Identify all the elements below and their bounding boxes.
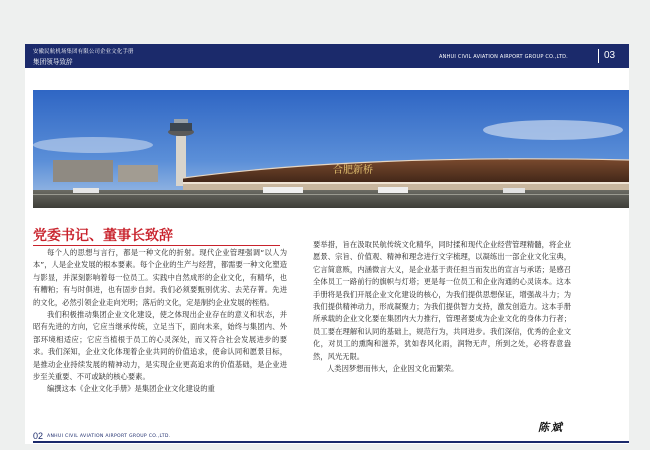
- paragraph: 人类因梦想而伟大，企业因文化而繁荣。: [327, 364, 459, 374]
- header-divider: [598, 49, 599, 63]
- footer-page-number: 02: [33, 431, 44, 441]
- terminal-illustration: [33, 90, 629, 208]
- page-heading: 党委书记、董事长致辞: [33, 228, 173, 244]
- handbook-title: 安徽民航机场集团有限公司企业文化手册: [33, 49, 134, 55]
- document-page: [25, 44, 629, 444]
- left-text-column: [33, 247, 287, 396]
- footer-rule: [33, 441, 629, 443]
- terminal-sign: 合肥新桥: [333, 165, 373, 176]
- paragraph: 编撰这本《企业文化手册》是集团企业文化建设的重: [47, 384, 215, 394]
- airport-terminal-photo: [33, 90, 629, 208]
- company-english-name: ANHUI CIVIL AVIATION AIRPORT GROUP CO.,LTD.: [439, 54, 568, 60]
- right-text-column: [313, 239, 571, 375]
- signature: 陈斌: [538, 421, 564, 434]
- paragraph: 我们积极推动集团企业文化建设，使之体现出企业存在的意义和状态，并昭有先进的方向，它应当继承传统，立足当下，面向未来，始终与集团内、外部环境相适应；它应当植根于员工的心灵深处，而又符合社会发展进步的要求。我们深知，企业文化体现着企业共同的价值追求，使命认同和愿景目标，是推动企业持续发展的精神动力，是实现企业更高追求的价值基础，是企业进步至关重要、不可或缺的核心要素。: [33, 310, 287, 382]
- heading-underline: [33, 245, 280, 246]
- paragraph: 要举措，旨在汲取民航传统文化精华，同时揉和现代企业经营管理精髓，将企业愿景、宗旨、价值观、精神和理念进行文字梳理，以凝练出一部企业文化宝典，它言简意赅，内涵微言大义，是企业基于责任担当而发出的宣言与承诺；是感召全体员工一路前行的旗帜与灯塔；更是每一位员工和企业沟通的心灵读本。这本手册将是我们开展企业文化建设的核心，为我们提供思想保证，增强战斗力；为我们提供精神动力，形成凝聚力；为我们提供智力支持，激发创造力。这本手册所承载的企业文化要在集团内大力推行，管理者要成为企业文化的身体力行者；员工要在理解和认同的基础上，规范行为，共同进步。我们深信，优秀的企业文化，对员工的熏陶和滋养，犹如春风化雨，润物无声，所到之处，必将春意盎然，风光无限。: [313, 240, 571, 361]
- section-title: 集团领导致辞: [33, 58, 73, 66]
- header-page-number: 03: [604, 50, 616, 61]
- page-header: [25, 44, 629, 68]
- footer-company-name: ANHUI CIVIL AVIATION AIRPORT GROUP CO.,LTD.: [47, 434, 171, 439]
- paragraph: 每个人的思想与言行，都是一种文化的折射。现代企业管理强调“以人为本”，人是企业发展的根本要素。每个企业的生产与经营，都需要一种文化塑造与影显，并深刻影响着每一位员工。实践中自然成形的企业文化，有精华，也有糟粕；有与时俱进，也有固步自封。我们必须要甄别优劣、去芜存菁。先进的文化，必然引领企业走向光明；落后的文化，定是制约企业发展的桎梏。: [33, 248, 287, 307]
